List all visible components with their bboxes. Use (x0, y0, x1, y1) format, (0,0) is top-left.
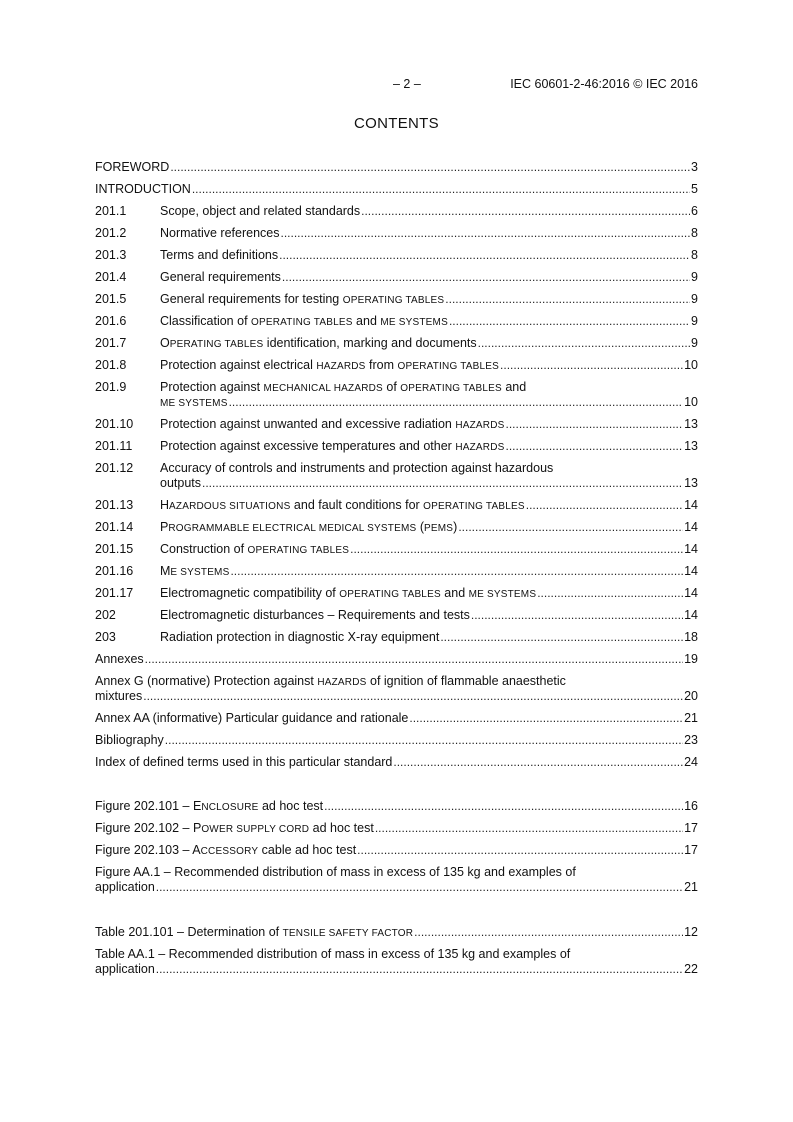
page-number: – 2 – (393, 77, 421, 91)
page-title: CONTENTS (354, 115, 439, 132)
page-header (95, 77, 698, 93)
document-page: – 2 – IEC 60601-2-46:2016 © IEC 2016 CONTENTS FOREWORD ..... 3 INTRODUCTION ..... 5 201.1 Scope, object and related standards ..... 6 201.2 Normative references ..... 8 201.3 Terms and definitions ..... 8 201.4 General requirements ..... 9 201.5 General requirements for testing OPERATING TABLES ..... 9 201.6 Classification of OPERATING TABLES and ME SYSTEMS ..... 9 201.7 OPERATING TABLES identification, marking and documents ..... 9 201.8 Protection against electrical HAZARDS from OPERATING TABLES ..... 10 201.9 Protection against MECHANICAL HAZARDS of OPERATING TABLES and ME SYSTEMS ..... 10 201.10 Protection against unwanted and excessive radiation HAZARDS ..... 13 201.11 Protection against excessive temperatures and other HAZARDS ..... 13 201.12 Accuracy of controls and instruments and protection against hazardous outputs ..... 13 201.13 HAZARDOUS SITUATIONS and fault conditions for OPERATING TABLES ..... 14 201.14 PROGRAMMABLE ELECTRICAL MEDICAL SYSTEMS (PEMS) ..... 14 201.15 Construction of OPERATING TABLES ..... 14 201.16 ME SYSTEMS ..... 14 201.17 Electromagnetic compatibility of OPERATING TABLES and ME SYSTEMS ..... 14 202 Electromagnetic disturbances – Requirements and tests ..... 14 203 Radiation protection in diagnostic X-ray equipment ..... 18 Annexes ..... 19 Annex G (normative) Protection against HAZARDS of ignition of flammable anaesthetic mixtures ..... 20 Annex AA (informative) Particular guidance and rationale ..... 21 Bibliography ..... 23 Index of defined terms used in this particular standard ..... 24 Figure 202.101 – ENCLOSURE ad hoc test ..... 16 Figure 202.102 – POWER SUPPLY CORD ad hoc test ..... 17 Figure 202.103 – ACCESSORY cable ad hoc test ..... 17 Figure AA.1 – Recommended distribution of mass in excess of 135 kg and examples of application ..... 21 Table 201.101 – Determination of TENSILE SAFETY FACTOR ..... 12 Table AA.1 – Recommended distribution of mass in excess of 135 kg and examples of application ..... 22 (0, 0, 793, 1122)
document-id: IEC 60601-2-46:2016 © IEC 2016 (510, 77, 698, 91)
